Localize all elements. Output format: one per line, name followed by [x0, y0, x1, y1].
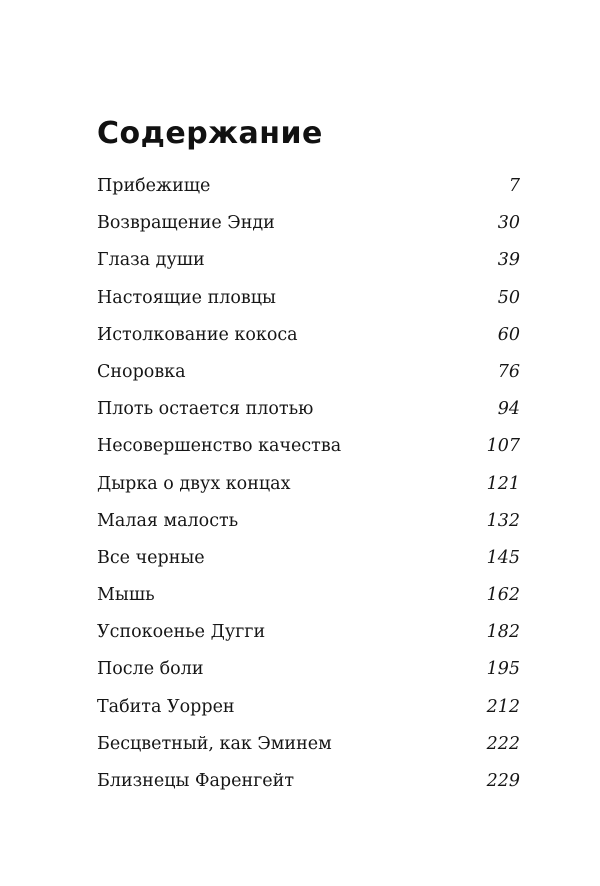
toc-entry-page: 39: [497, 250, 520, 271]
toc-entry[interactable]: [97, 432, 520, 469]
toc-entry-title: Бесцветный, как Эминем: [97, 733, 332, 754]
toc-entry[interactable]: [97, 358, 520, 395]
toc-entry[interactable]: [97, 767, 520, 804]
toc-entry-page: 212: [486, 696, 520, 717]
toc-entry-title: Прибежище: [97, 176, 211, 196]
toc-entry-page: 60: [497, 324, 520, 345]
toc-entry-page: 145: [486, 547, 520, 568]
toc-entry[interactable]: [97, 321, 520, 358]
toc-entry-page: 195: [486, 659, 520, 680]
toc-entry-page: 229: [486, 771, 520, 791]
toc-entry-page: 132: [486, 510, 520, 531]
toc-entry-page: 7: [508, 176, 520, 196]
toc-entry-title: Глаза души: [97, 250, 205, 271]
toc-entry-title: Все черные: [97, 547, 205, 568]
toc-entry-title: Истолкование кокоса: [97, 324, 298, 345]
toc-entry-title: Малая малость: [97, 510, 239, 531]
toc-entry[interactable]: [97, 693, 520, 730]
toc-entry-page: 182: [486, 622, 520, 643]
toc-entry-title: Табита Уоррен: [97, 696, 235, 717]
toc-entry[interactable]: [97, 581, 520, 618]
table-of-contents: [97, 172, 520, 804]
toc-entry[interactable]: [97, 209, 520, 246]
toc-entry-page: 30: [497, 213, 520, 234]
toc-entry-page: 222: [486, 733, 520, 754]
toc-entry-title: Возвращение Энди: [97, 213, 275, 234]
toc-entry-page: 50: [497, 287, 520, 308]
page-title: Содержание: [97, 116, 323, 152]
toc-entry-title: Несовершенство качества: [97, 436, 342, 457]
toc-entry[interactable]: [97, 395, 520, 432]
toc-entry-title: Успокоенье Дугги: [97, 622, 266, 643]
toc-entry[interactable]: [97, 507, 520, 544]
toc-entry[interactable]: [97, 246, 520, 283]
toc-entry[interactable]: [97, 730, 520, 767]
toc-entry[interactable]: [97, 655, 520, 692]
toc-entry-page: 76: [497, 361, 520, 382]
toc-entry-title: Мышь: [97, 585, 155, 606]
toc-entry[interactable]: [97, 618, 520, 655]
toc-entry[interactable]: [97, 544, 520, 581]
toc-entry-title: Близнецы Фаренгейт: [97, 771, 295, 791]
toc-entry-page: 162: [486, 585, 520, 606]
toc-entry[interactable]: [97, 172, 520, 209]
toc-entry-page: 107: [486, 436, 520, 457]
toc-entry[interactable]: [97, 284, 520, 321]
toc-entry-title: Дырка о двух концах: [97, 473, 291, 494]
toc-entry-title: После боли: [97, 659, 204, 680]
toc-entry-title: Настоящие пловцы: [97, 287, 276, 308]
toc-entry-page: 94: [497, 399, 520, 420]
toc-entry-title: Плоть остается плотью: [97, 399, 314, 420]
toc-entry[interactable]: [97, 470, 520, 507]
toc-entry-page: 121: [486, 473, 520, 494]
toc-entry-title: Сноровка: [97, 361, 186, 382]
